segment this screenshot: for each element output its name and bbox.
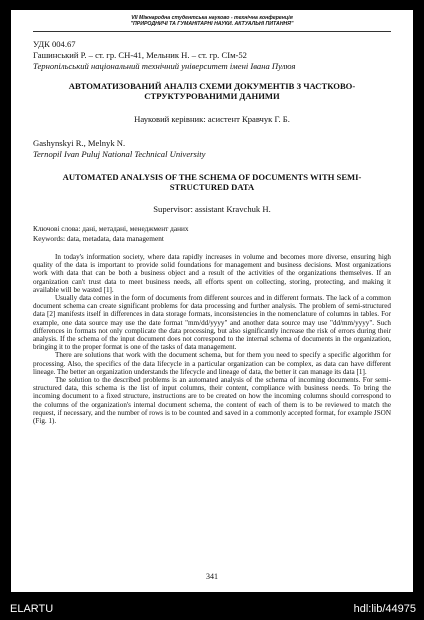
university-ua: Тернопільський національний технічний університет імені Івана Пулюя xyxy=(33,61,296,71)
page-number: 341 xyxy=(206,572,218,581)
keywords-en: Keywords: data, metadata, data management xyxy=(33,234,164,243)
university-en: Ternopil Ivan Puluj National Technical University xyxy=(33,149,206,159)
footer-repository-name[interactable]: ELARTU xyxy=(10,603,54,615)
paragraph-2: Usually data comes in the form of documents from different sources and in different formats. The lack of a common document schema can create significant problems for data processing and further analysis. The problem of semi-structured data [2] manifests itself in differences in data storage formats, inconsistencies in the nomenclature of columns in tables. For example, one data source may use the date format "mm/dd/yyyy" and another data source may use "dd/mm/yyyy". Such differences in formats not only complicate the data processing, but also significantly increase the risk of errors during their analysis. If the schema of the input document does not correspond to the internal schema of documents in the organization, bringing it to the proper format is one of the tasks of data management. xyxy=(33,294,391,352)
udc-code: УДК 004.67 xyxy=(33,39,76,49)
conference-header xyxy=(11,15,413,28)
paragraph-4: The solution to the described problems is an automated analysis of the schema of incoming documents. For semi-structured data, this schema is the list of input columns, their content, compliance with business needs. To bring the incoming document to a fixed structure, instructions are to be created on how the incoming columns should correspond to the columns of the organization's internal document schema, the content of each of them is to be reviewed to match the request, if necessary, and the number of rows is to be counted and saved in a commonly accepted format, for example JSON (Fig. 1). xyxy=(33,376,391,426)
footer-handle-link[interactable]: hdl:lib/44975 xyxy=(353,603,416,615)
conference-line-1: VII Міжнародна студентська науково - технічна конференція xyxy=(131,15,293,21)
authors-ua: Гашинський Р. – ст. гр. СН-41, Мельник Н. – ст. гр. СІм-52 xyxy=(33,50,247,60)
title-ua: АВТОМАТИЗОВАНИЙ АНАЛІЗ СХЕМИ ДОКУМЕНТІВ З ЧАСТКОВО-СТРУКТУРОВАНИМИ ДАНИМИ xyxy=(68,81,356,102)
supervisor-en: Supervisor: assistant Kravchuk H. xyxy=(153,204,271,214)
header-rule xyxy=(33,31,391,32)
document-page xyxy=(11,10,413,592)
authors-en: Gashynskyi R., Melnyk N. xyxy=(33,138,126,148)
paragraph-1: In today's information society, where data rapidly increases in volume and becomes more diverse, ensuring high quality of the data is important to provide solid foundations for management and business decisions. Most organizations work with data that can be both a business object and a result of the activities of the organizations themselves. If an organization can't trust data to meet business needs, all efforts spent on collecting, storing, protecting, and making it available will be wasted [1]. xyxy=(33,253,391,294)
title-en: AUTOMATED ANALYSIS OF THE SCHEMA OF DOCUMENTS WITH SEMI-STRUCTURED DATA xyxy=(62,172,362,193)
conference-line-2: "ПРИРОДНИЧІ ТА ГУМАНІТАРНІ НАУКИ. АКТУАЛЬНІ ПИТАННЯ" xyxy=(130,21,294,28)
supervisor-ua: Науковий керівник: асистент Кравчук Г. Б. xyxy=(134,114,290,124)
repository-footer xyxy=(0,596,424,620)
body-text xyxy=(33,253,391,425)
keywords-ua: Ключові слова: дані, метадані, менеджмент даних xyxy=(33,224,189,233)
paragraph-3: There are solutions that work with the document schema, but for them you need to specify a specific algorithm for processing. Also, the specifics of the data lifecycle in a particular organization can be complex, as data can have different lineage. The better an organization understands the lifecycle and lineage of data, the better it can manage its data [1]. xyxy=(33,351,391,376)
